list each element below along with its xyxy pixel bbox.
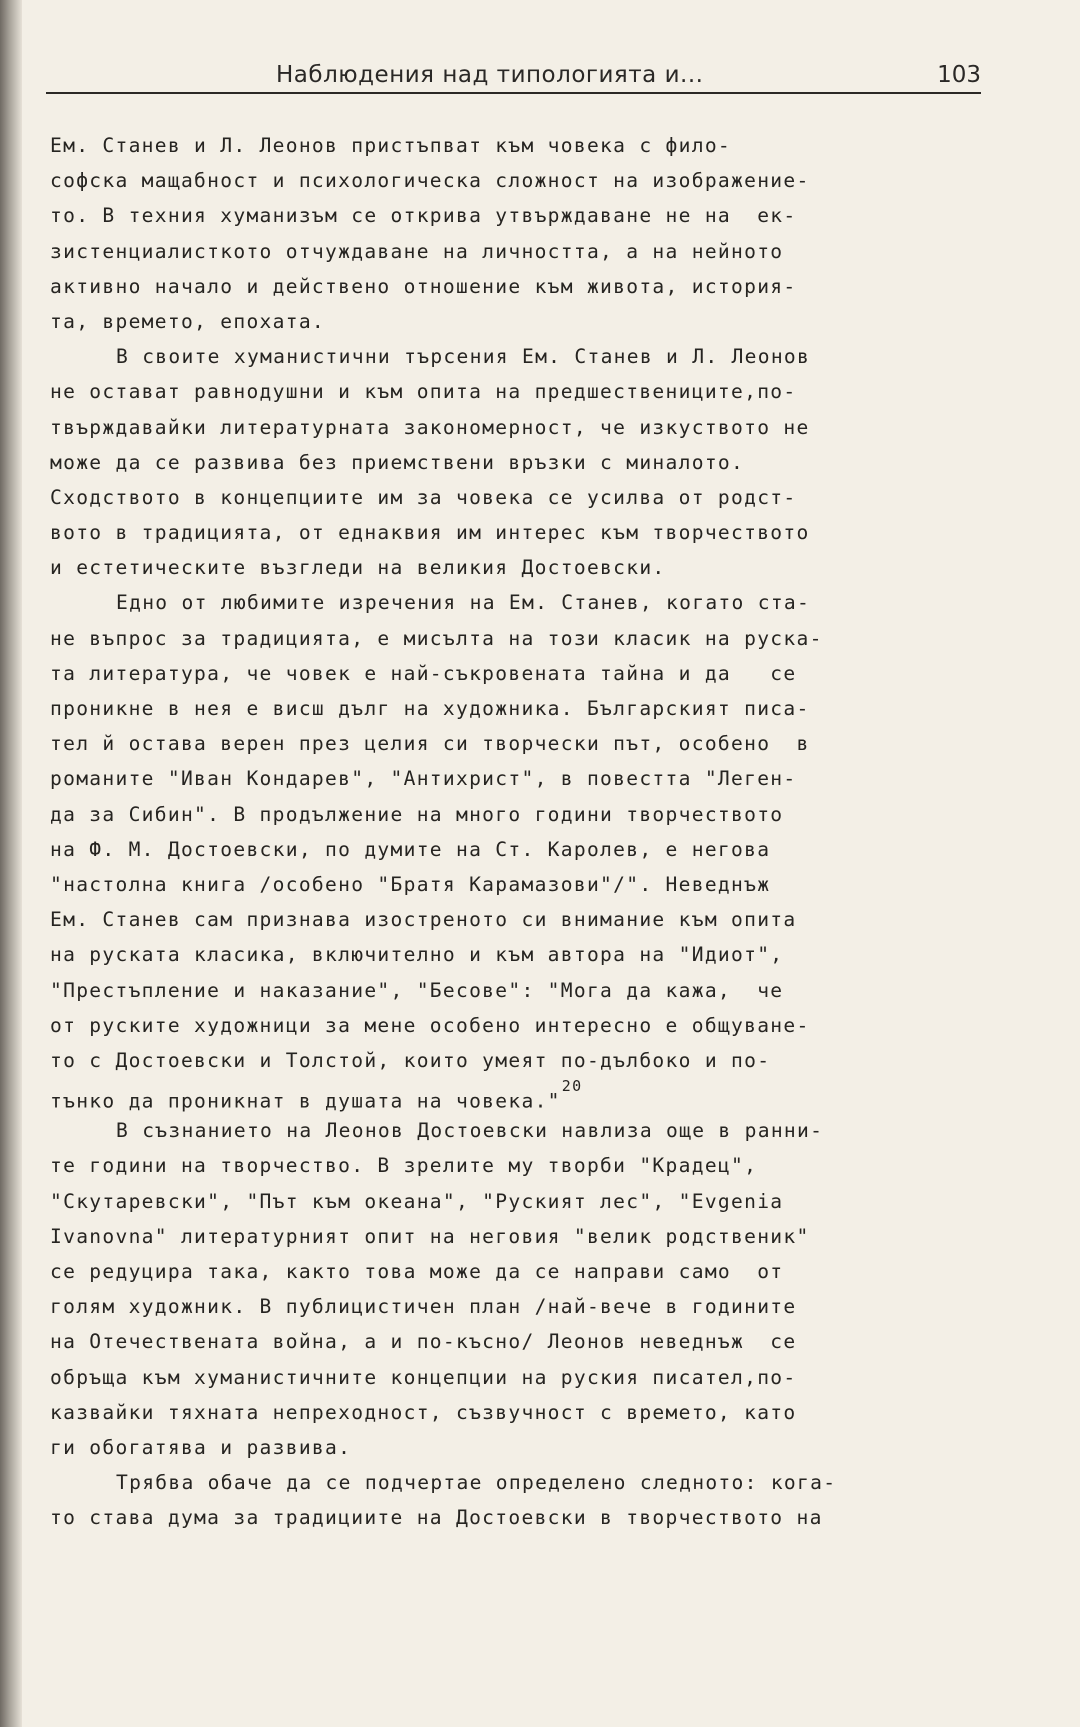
text-line: казвайки тяхната непреходност, съзвучност с времето, като bbox=[50, 1400, 797, 1424]
text-line: "настолна книга /особено "Братя Карамазови"/". Неведнъж bbox=[50, 872, 771, 896]
text-line: романите "Иван Кондарев", "Антихрист", в повестта "Леген- bbox=[50, 767, 797, 791]
text-line: не остават равнодушни и към опита на предшествениците,по- bbox=[50, 380, 797, 404]
text-line: и естетическите възгледи на великия Достоевски. bbox=[50, 556, 666, 580]
text-line: Ем. Станев и Л. Леонов пристъпват към човека с фило- bbox=[50, 134, 732, 157]
text-line: твърждавайки литературната закономерност, че изкуството не bbox=[50, 415, 810, 439]
text-line: та литература, че човек е най-съкровената тайна и да се bbox=[50, 661, 797, 685]
book-binding-shadow bbox=[0, 0, 22, 1727]
text-line: то става дума за традициите на Достоевски в творчеството на bbox=[50, 1506, 823, 1530]
text-line: на Ф. М. Достоевски, по думите на Ст. Каролев, е негова bbox=[50, 837, 771, 861]
text-line: та, времето, епохата. bbox=[50, 309, 326, 333]
text-line: тел й остава верен през целия си творчески път, особено в bbox=[50, 732, 810, 756]
text-line-content: тънко да проникнат в душата на човека." bbox=[50, 1089, 561, 1113]
text-line: активно начало и действено отношение към живота, история- bbox=[50, 274, 797, 298]
text-line: то с Достоевски и Толстой, които умеят по-дълбоко и по- bbox=[50, 1048, 771, 1072]
running-title: Наблюдения над типологията и... bbox=[276, 62, 704, 88]
text-line: Сходството в концепциите им за човека се усилва от родст- bbox=[50, 485, 797, 509]
text-line: ги обогатява и развива. bbox=[50, 1435, 352, 1459]
text-line: "Скутаревски", "Път към океана", "Руският лес", "Evgenia bbox=[50, 1189, 784, 1213]
text-line: обръща към хуманистичните концепции на руския писател,по- bbox=[50, 1365, 797, 1389]
text-line: се редуцира така, както това може да се направи само от bbox=[50, 1260, 784, 1283]
text-line: "Престъпление и наказание", "Бесове": "Мога да кажа, че bbox=[50, 978, 784, 1002]
footnote-mark: 20 bbox=[561, 1077, 583, 1096]
text-line: проникне в нея е висш дълг на художника. Българският писа- bbox=[50, 697, 810, 720]
text-line: то. В техния хуманизъм се открива утвърждаване не на ек- bbox=[50, 204, 797, 228]
text-line: Ivanovna" литературният опит на неговия "велик родственик" bbox=[50, 1224, 810, 1248]
text-line: зистенциалисткото отчуждаване на личността, а на нейното bbox=[50, 239, 784, 263]
text-line: те години на творчество. В зрелите му творби "Крадец", bbox=[50, 1154, 758, 1178]
text-line: от руските художници за мене особено интересно е общуване- bbox=[50, 1013, 810, 1037]
text-line: софска мащабност и психологическа сложност на изображение- bbox=[50, 169, 810, 193]
paragraph-start-line: Едно от любимите изречения на Ем. Станев, когато ста- bbox=[116, 591, 811, 615]
text-line: Ем. Станев сам признава изостреното си внимание към опита bbox=[50, 908, 797, 932]
text-line: на руската класика, включително и към автора на "Идиот", bbox=[50, 943, 784, 967]
text-line: може да се развива без приемствени връзки с миналото. bbox=[50, 450, 745, 474]
page-number: 103 bbox=[937, 62, 981, 88]
text-line: голям художник. В публицистичен план /най-вече в годините bbox=[50, 1295, 797, 1319]
text-line: вото в традицията, от еднаквия им интерес към творчеството bbox=[50, 521, 810, 545]
paragraph-start-line: В своите хуманистични търсения Ем. Станев и Л. Леонов bbox=[116, 345, 811, 369]
text-line-with-footnote bbox=[50, 1078, 995, 1113]
text-line: не въпрос за традицията, е мисълта на този класик на руска- bbox=[50, 626, 823, 650]
paragraph-start-line: Трябва обаче да се подчертае определено следното: кога- bbox=[116, 1471, 837, 1495]
page-header bbox=[46, 58, 981, 94]
paragraph-start-line: В съзнанието на Леонов Достоевски навлиза още в ранни- bbox=[116, 1119, 824, 1143]
text-line: да за Сибин". В продължение на много години творчеството bbox=[50, 802, 784, 826]
body-text bbox=[50, 128, 995, 1536]
text-line: на Отечествената война, а и по-късно/ Леонов неведнъж се bbox=[50, 1330, 797, 1354]
